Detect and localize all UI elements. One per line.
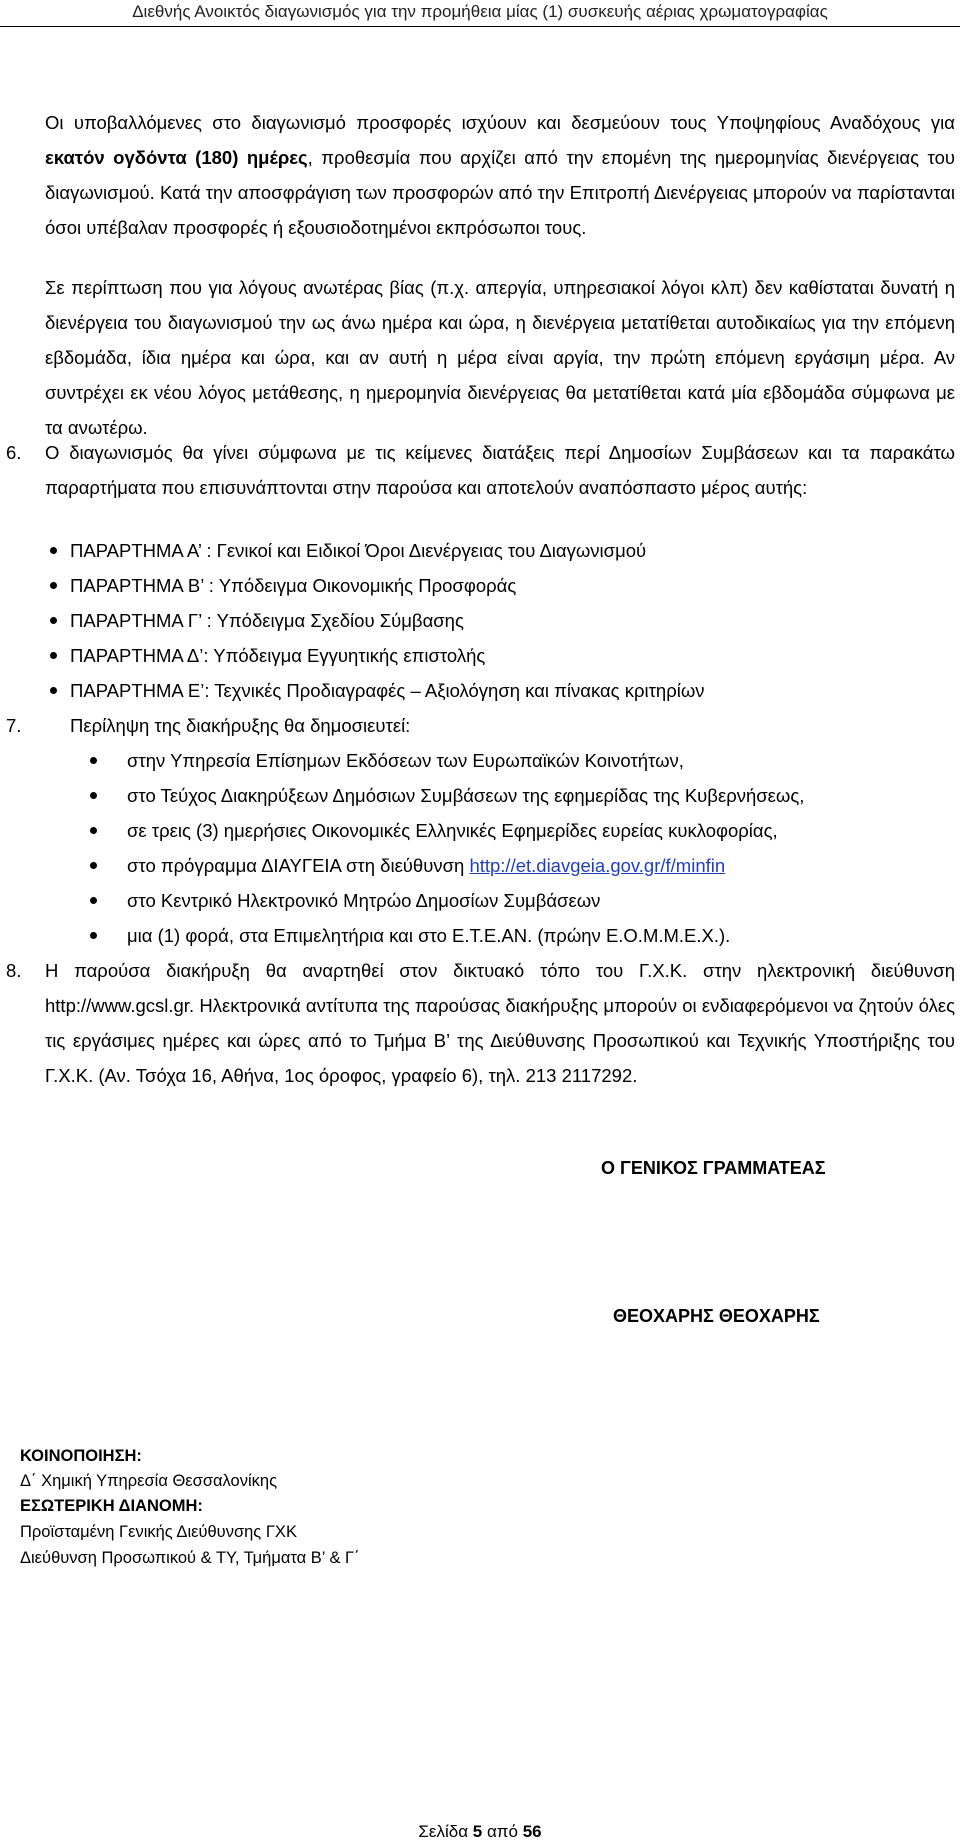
validity-paragraph: [45, 105, 955, 245]
diavgeia-link[interactable]: http://et.diavgeia.gov.gr/f/minfin: [469, 855, 726, 876]
bullet-icon: [50, 582, 57, 589]
publication-item-text: στο πρόγραμμα ΔΙΑΥΓΕΙΑ στη διεύθυνση: [127, 855, 470, 876]
bullet-icon: [90, 862, 97, 869]
publication-item: [127, 848, 725, 883]
publication-item: μια (1) φορά, στα Επιμελητήρια και στο Ε.Τ.Ε.ΑΝ. (πρώην Ε.Ο.Μ.Μ.Ε.Χ.).: [127, 925, 731, 946]
page-number: 5: [472, 1822, 483, 1841]
page-header: Διεθνής Ανοικτός διαγωνισμός για την προμήθεια μίας (1) συσκευής αέριας χρωματογραφίας: [0, 0, 960, 27]
bullet-icon: [50, 687, 57, 694]
item-6-text: Ο διαγωνισμός θα γίνει σύμφωνα με τις κείμενες διατάξεις περί Δημοσίων Συμβάσεων και τα παρακάτω παραρτήματα που επισυνάπτονται στην παρούσα και αποτελούν αναπόσπαστο μέρος αυτής:: [45, 442, 955, 498]
annex-item: ΠΑΡΑΡΤΗΜΑ Β’ : Υπόδειγμα Οικονομικής Προσφοράς: [70, 575, 517, 596]
item-6-number: 6.: [6, 442, 22, 463]
annex-item: ΠΑΡΑΡΤΗΜΑ Ε’: Τεχνικές Προδιαγραφές – Αξιολόγηση και πίνακας κριτηρίων: [70, 680, 705, 701]
page-total: 56: [522, 1822, 542, 1841]
notify-item: Δ΄ Χημική Υπηρεσία Θεσσαλονίκης: [20, 1472, 278, 1490]
annex-item: ΠΑΡΑΡΤΗΜΑ Α’ : Γενικοί και Ειδικοί Όροι Διενέργειας του Διαγωνισμού: [70, 540, 647, 561]
bullet-icon: [90, 897, 97, 904]
validity-text-end: , προθεσμία που αρχίζει από την επομένη της ημερομηνίας διενέργειας του διαγωνισμού. Κατά την αποσφράγιση των προσφορών από την Επιτροπή Διενέργειας μπορούν να παρίστανται όσοι υπέβαλαν προσφορές ή εξουσιοδοτημένοι εκπρόσωποι τους.: [45, 147, 955, 238]
footer-middle: από: [482, 1822, 523, 1841]
publication-item: στο Τεύχος Διακηρύξεων Δημόσιων Συμβάσεων της εφημερίδας της Κυβερνήσεως,: [127, 785, 805, 806]
annex-item: ΠΑΡΑΡΤΗΜΑ Δ’: Υπόδειγμα Εγγυητικής επιστολής: [70, 645, 486, 666]
bullet-icon: [50, 652, 57, 659]
item-8-text: Η παρούσα διακήρυξη θα αναρτηθεί στον δικτυακό τόπο του Γ.Χ.Κ. στην ηλεκτρονική διεύθυνση http://www.gcsl.gr. Ηλεκτρονικά αντίτυπα της παρούσας διακήρυξης μπορούν οι ενδιαφερόμενοι να ζητούν όλες τις εργάσιμες ημέρες και ώρες από το Τμήμα Β’ της Διεύθυνσης Προσωπικού και Τεχνικής Υποστήριξης του Γ.Χ.Κ. (Αν. Τσόχα 16, Αθήνα, 1ος όροφος, γραφείο 6), τηλ. 213 2117292.: [45, 960, 955, 1086]
bullet-icon: [90, 792, 97, 799]
item-7-text: Περίληψη της διακήρυξης θα δημοσιευτεί:: [70, 715, 411, 736]
item-7-number: 7.: [6, 715, 22, 736]
bullet-icon: [90, 827, 97, 834]
internal-distribution-label: ΕΣΩΤΕΡΙΚΗ ΔΙΑΝΟΜΗ:: [20, 1497, 203, 1515]
page-footer: [0, 1822, 960, 1842]
annex-item: ΠΑΡΑΡΤΗΜΑ Γ’ : Υπόδειγμα Σχεδίου Σύμβασης: [70, 610, 464, 631]
bullet-icon: [50, 617, 57, 624]
footer-prefix: Σελίδα: [418, 1822, 473, 1841]
force-majeure-paragraph: Σε περίπτωση που για λόγους ανωτέρας βίας (π.χ. απεργία, υπηρεσιακοί λόγοι κλπ) δεν καθίσταται δυνατή η διενέργεια του διαγωνισμού την ως άνω ημέρα και ώρα, η διενέργεια μετατίθεται αυτοδικαίως για την επόμενη εβδομάδα, ίδια ημέρα και ώρα, και αν αυτή η μέρα είναι αργία, την πρώτη επόμενη εργάσιμη μέρα. Αν συντρέχει εκ νέου λόγος μετάθεσης, η ημερομηνία διενέργειας θα μετατίθεται κατά μία εβδομάδα σύμφωνα με τα ανωτέρω.: [45, 277, 955, 438]
validity-duration: εκατόν ογδόντα (180) ημέρες: [45, 147, 308, 168]
bullet-icon: [50, 547, 57, 554]
validity-text-start: Οι υποβαλλόμενες στο διαγωνισμό προσφορές ισχύουν και δεσμεύουν τους Υποψηφίους Αναδόχους για: [45, 112, 955, 133]
signatory-name: ΘΕΟΧΑΡΗΣ ΘΕΟΧΑΡΗΣ: [613, 1306, 820, 1326]
publication-item: στο Κεντρικό Ηλεκτρονικό Μητρώο Δημοσίων Συμβάσεων: [127, 890, 601, 911]
signatory-role: Ο ΓΕΝΙΚΟΣ ΓΡΑΜΜΑΤΕΑΣ: [601, 1158, 826, 1178]
bullet-icon: [90, 757, 97, 764]
publication-item: στην Υπηρεσία Επίσημων Εκδόσεων των Ευρωπαϊκών Κοινοτήτων,: [127, 750, 684, 771]
publication-item: σε τρεις (3) ημερήσιες Οικονομικές Ελληνικές Εφημερίδες ευρείας κυκλοφορίας,: [127, 820, 778, 841]
notify-label: ΚΟΙΝΟΠΟΙΗΣΗ:: [20, 1447, 142, 1465]
bullet-icon: [90, 932, 97, 939]
internal-distribution-item: Προϊσταμένη Γενικής Διεύθυνσης ΓΧΚ: [20, 1523, 297, 1541]
internal-distribution-item: Διεύθυνση Προσωπικού & ΤΥ, Τμήματα Β’ & Γ΄: [20, 1549, 360, 1567]
item-8-number: 8.: [6, 960, 22, 981]
